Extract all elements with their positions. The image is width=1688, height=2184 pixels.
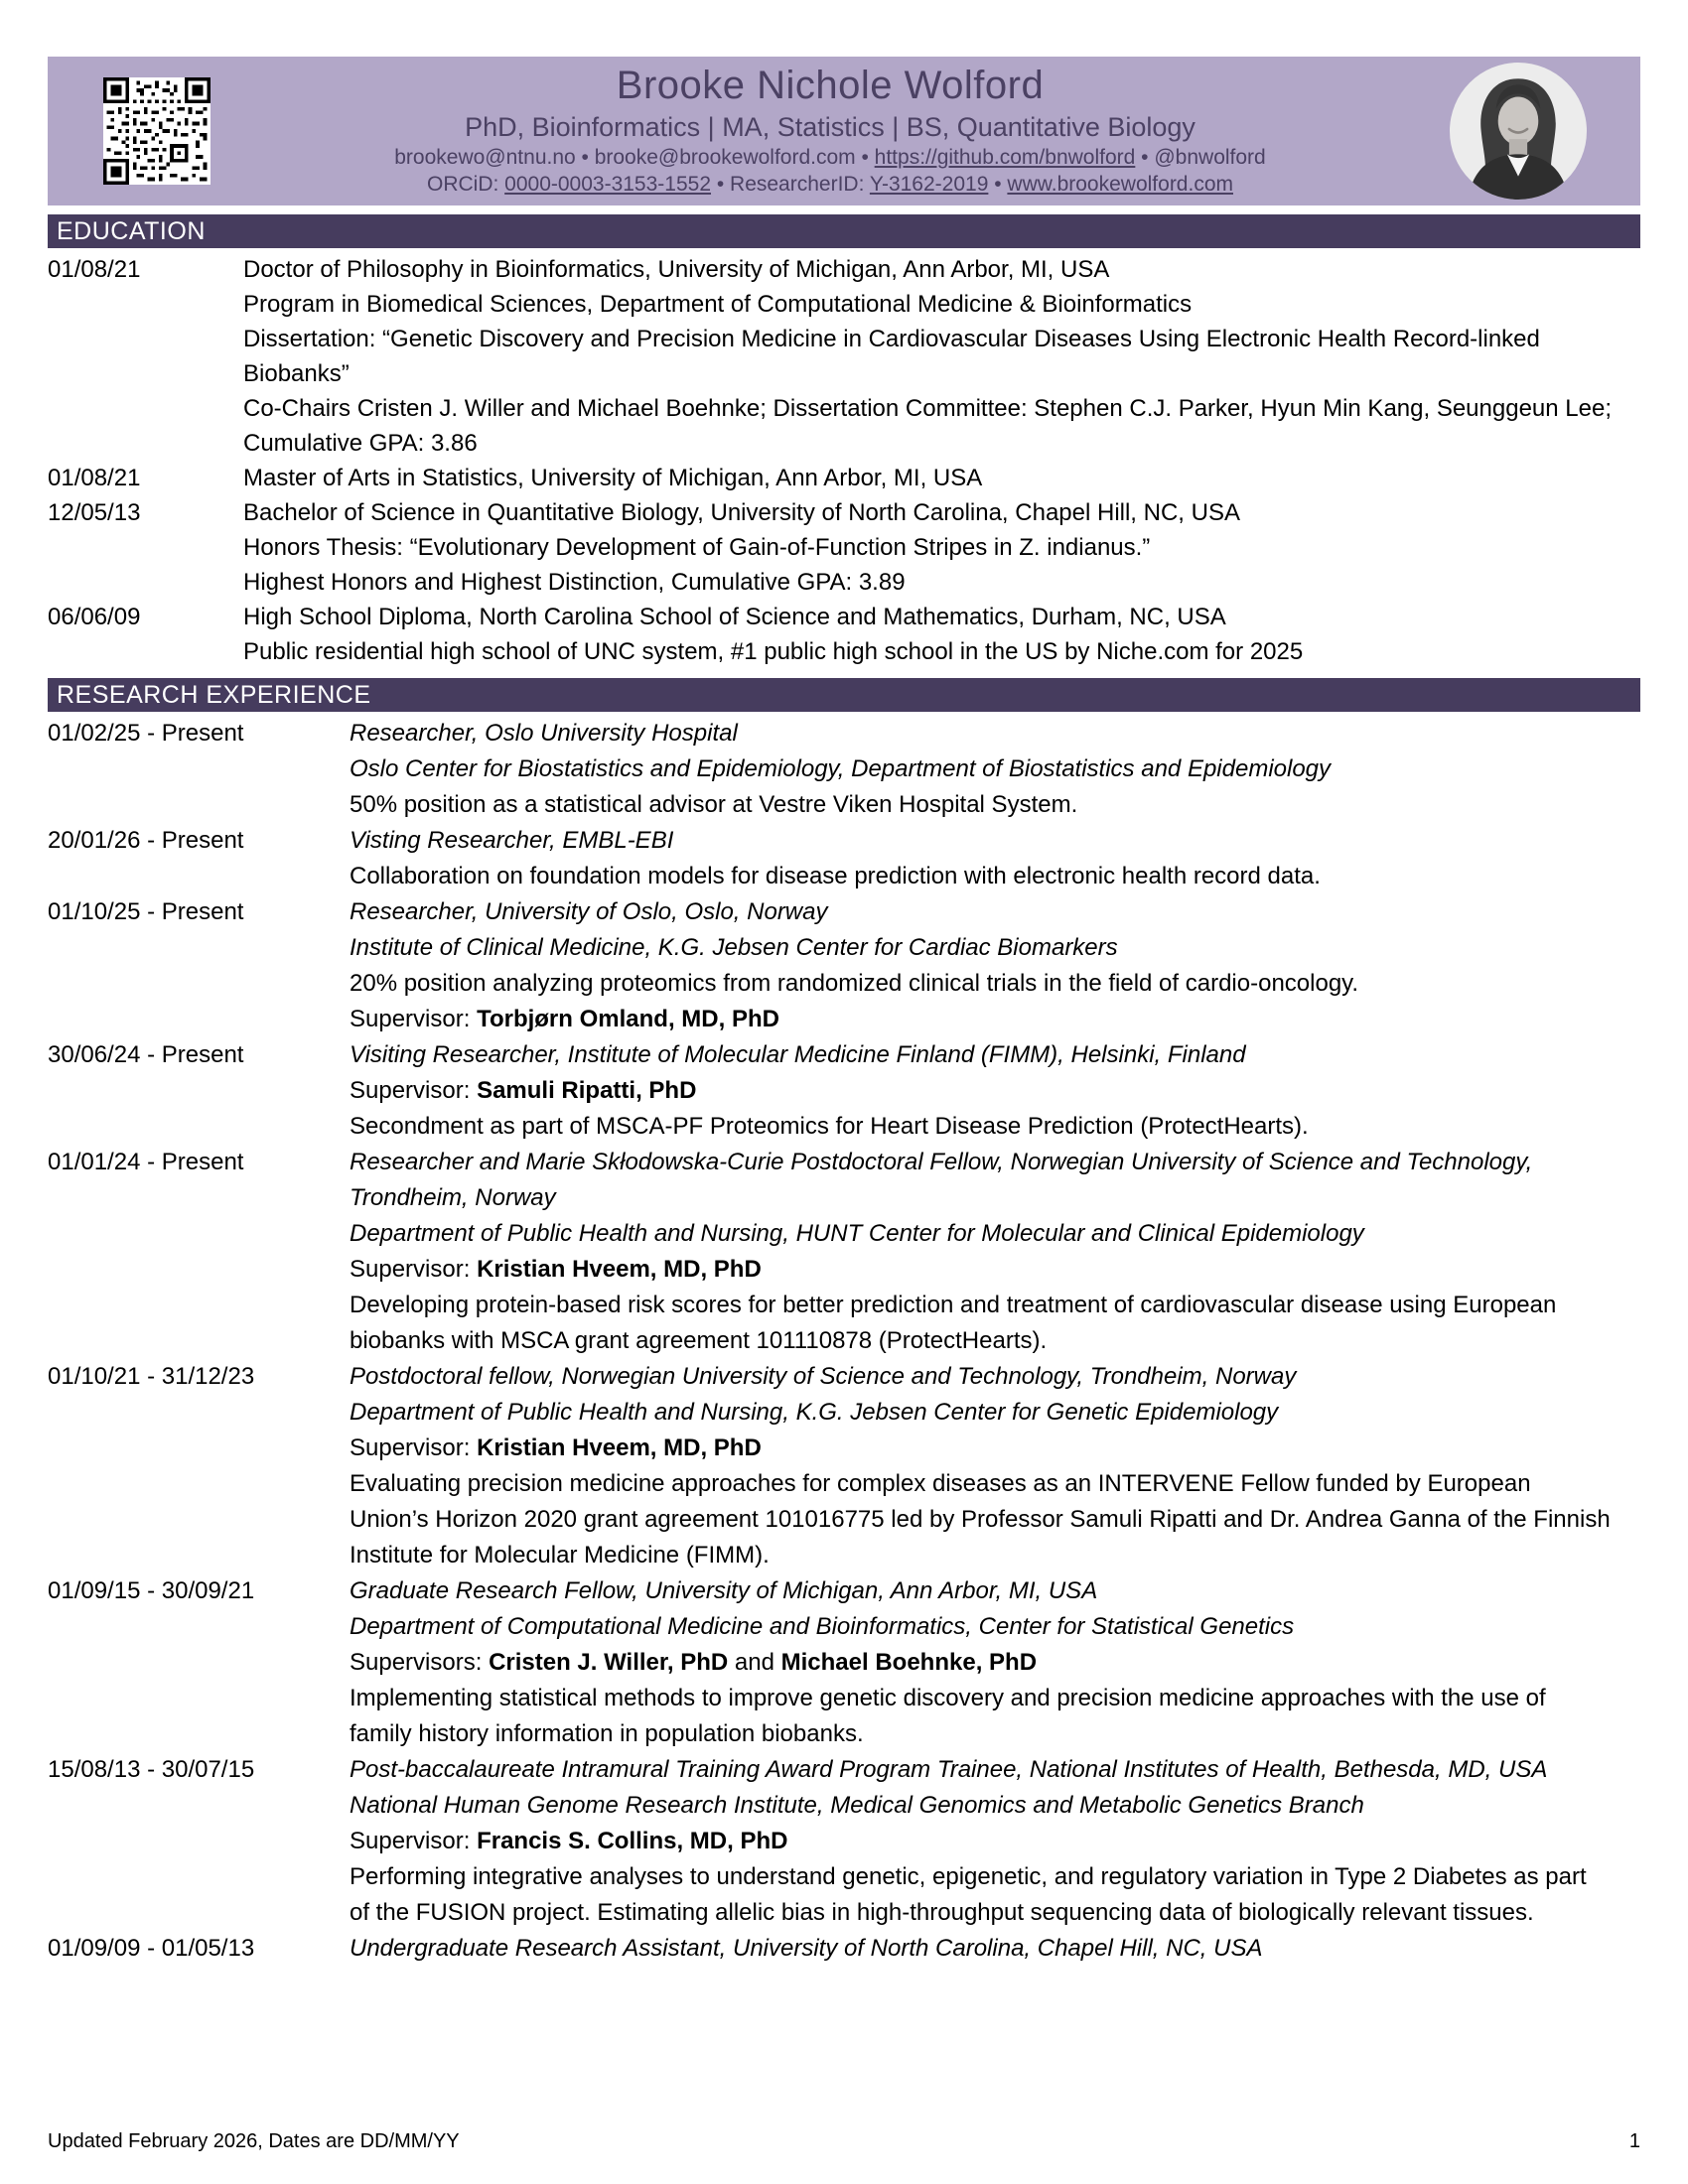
entry-row bbox=[48, 252, 1640, 461]
text-segment: Undergraduate Research Assistant, University of North Carolina, Chapel Hill, NC, USA bbox=[350, 1935, 1263, 1962]
text-segment: Secondment as part of MSCA-PF Proteomics for Heart Disease Prediction (ProtectHearts). bbox=[350, 1113, 1309, 1140]
qr-code bbox=[103, 77, 211, 185]
text-segment: Visiting Researcher, Institute of Molecular Medicine Finland (FIMM), Helsinki, Finland bbox=[350, 1041, 1246, 1068]
education-entries bbox=[48, 252, 1640, 669]
entry-line-title bbox=[350, 1573, 1611, 1609]
text-segment: Francis S. Collins, MD, PhD bbox=[477, 1828, 788, 1854]
text-segment: Supervisor: bbox=[350, 1006, 478, 1032]
entry-line-desc bbox=[350, 966, 1611, 1002]
text-segment: Program in Biomedical Sciences, Department of Computational Medicine & Bioinformatics bbox=[243, 291, 1193, 318]
text-segment: Bachelor of Science in Quantitative Biology, University of North Carolina, Chapel Hill, NC, USA bbox=[243, 499, 1240, 526]
entry-line-degree bbox=[243, 461, 1640, 495]
entry-dates: 06/06/09 bbox=[48, 604, 141, 630]
entry-content bbox=[350, 1359, 1611, 1573]
text-segment: Supervisors: bbox=[350, 1649, 490, 1676]
entry-line-desc bbox=[243, 322, 1640, 391]
orcid-link[interactable]: 0000-0003-3153-1552 bbox=[504, 173, 712, 197]
text-segment: Honors Thesis: “Evolutionary Development of Gain-of-Function Stripes in Z. indianus.” bbox=[243, 534, 1151, 561]
separator-dot: • bbox=[988, 173, 1008, 197]
entry-dates: 01/08/21 bbox=[48, 465, 141, 491]
entry-line-inst bbox=[350, 930, 1611, 966]
page-number: 1 bbox=[1628, 2130, 1640, 2152]
entry-dates: 01/08/21 bbox=[48, 256, 141, 283]
entry-line-desc bbox=[350, 787, 1611, 823]
page-footer bbox=[48, 2130, 1640, 2153]
entry-dates: 01/09/09 - 01/05/13 bbox=[48, 1935, 255, 1962]
text-segment: Supervisor: bbox=[350, 1077, 478, 1104]
entry-line-title bbox=[350, 894, 1611, 930]
text-segment: Kristian Hveem, MD, PhD bbox=[477, 1434, 762, 1461]
text-segment: Graduate Research Fellow, University of Michigan, Ann Arbor, MI, USA bbox=[350, 1577, 1098, 1604]
entry-row bbox=[48, 600, 1640, 669]
text-segment: Department of Public Health and Nursing, HUNT Center for Molecular and Clinical Epidemiology bbox=[350, 1220, 1364, 1247]
text-segment: 20% position analyzing proteomics from randomized clinical trials in the field of cardio-oncology. bbox=[350, 970, 1359, 997]
text-segment: Supervisor: bbox=[350, 1256, 478, 1283]
entry-line-desc bbox=[350, 1824, 1611, 1859]
text-segment: Evaluating precision medicine approaches for complex diseases as an INTERVENE Fellow funded by European Union’s Horizon 2020 grant agreement 101016775 led by Professor Samuli Ripatti and Dr. Andrea Ganna of the Finnish Institute for Molecular Medicine (FIMM). bbox=[350, 1470, 1611, 1569]
entry-line-degree bbox=[243, 600, 1640, 634]
credentials: PhD, Bioinformatics | MA, Statistics | BS, Quantitative Biology bbox=[465, 111, 1196, 142]
entry-dates: 01/01/24 - Present bbox=[48, 1149, 244, 1175]
entry-line-title bbox=[350, 716, 1611, 751]
text-segment: Institute of Clinical Medicine, K.G. Jebsen Center for Cardiac Biomarkers bbox=[350, 934, 1118, 961]
entry-line-desc bbox=[350, 1288, 1611, 1359]
entry-content bbox=[243, 252, 1640, 461]
entry-row bbox=[48, 716, 1640, 823]
entry-line-inst bbox=[350, 751, 1611, 787]
entry-dates: 01/10/21 - 31/12/23 bbox=[48, 1363, 255, 1390]
footer-note: Updated February 2026, Dates are DD/MM/YY bbox=[48, 2130, 460, 2152]
entry-content bbox=[350, 1931, 1611, 1967]
contact-line-1 bbox=[211, 146, 1450, 170]
text-segment: Department of Computational Medicine and Bioinformatics, Center for Statistical Genetics bbox=[350, 1613, 1295, 1640]
text-segment: Department of Public Health and Nursing, K.G. Jebsen Center for Genetic Epidemiology bbox=[350, 1399, 1279, 1426]
text-segment: Developing protein-based risk scores for better prediction and treatment of cardiovascular disease using European biobanks with MSCA grant agreement 101110878 (ProtectHearts). bbox=[350, 1292, 1557, 1354]
text-segment: Cristen J. Willer, PhD bbox=[489, 1649, 729, 1676]
orcid-label: ORCiD: bbox=[426, 173, 505, 197]
entry-line-desc bbox=[243, 287, 1640, 322]
entry-line-desc bbox=[350, 1431, 1611, 1466]
entry-row bbox=[48, 495, 1640, 600]
text-segment: Post-baccalaureate Intramural Training Award Program Trainee, National Institutes of Health, Bethesda, MD, USA bbox=[350, 1756, 1548, 1783]
entry-line-inst bbox=[350, 1609, 1611, 1645]
entry-content bbox=[243, 461, 1640, 495]
entry-dates: 01/09/15 - 30/09/21 bbox=[48, 1577, 255, 1604]
entry-dates: 01/10/25 - Present bbox=[48, 898, 244, 925]
section-title: RESEARCH EXPERIENCE bbox=[57, 681, 371, 709]
profile-photo bbox=[1450, 63, 1587, 200]
contact-emails: brookewo@ntnu.no • brooke@brookewolford.com • bbox=[394, 145, 875, 169]
entry-row bbox=[48, 1359, 1640, 1573]
entry-content bbox=[243, 600, 1640, 669]
text-segment: Supervisor: bbox=[350, 1828, 478, 1854]
entry-dates: 20/01/26 - Present bbox=[48, 827, 244, 854]
entry-line-inst bbox=[350, 1216, 1611, 1252]
entry-line-inst bbox=[350, 1788, 1611, 1824]
header-band bbox=[48, 57, 1640, 205]
text-segment: Torbjørn Omland, MD, PhD bbox=[477, 1006, 779, 1032]
text-segment: High School Diploma, North Carolina School of Science and Mathematics, Durham, NC, USA bbox=[243, 604, 1226, 630]
entry-row bbox=[48, 894, 1640, 1037]
section-title: EDUCATION bbox=[57, 217, 206, 245]
entry-line-desc bbox=[243, 391, 1640, 461]
entry-row bbox=[48, 823, 1640, 894]
entry-dates: 12/05/13 bbox=[48, 499, 141, 526]
text-segment: Doctor of Philosophy in Bioinformatics, University of Michigan, Ann Arbor, MI, USA bbox=[243, 256, 1110, 283]
entry-line-title bbox=[350, 1145, 1611, 1216]
text-segment: Researcher, University of Oslo, Oslo, Norway bbox=[350, 898, 828, 925]
text-segment: Implementing statistical methods to improve genetic discovery and precision medicine approaches with the use of family history information in population biobanks. bbox=[350, 1685, 1546, 1747]
entry-line-desc bbox=[350, 1466, 1611, 1573]
entry-line-title bbox=[350, 1931, 1611, 1967]
entry-line-desc bbox=[350, 1002, 1611, 1037]
entry-content bbox=[350, 823, 1611, 894]
text-segment: Public residential high school of UNC system, #1 public high school in the US by Niche.com for 2025 bbox=[243, 638, 1304, 665]
entry-dates: 15/08/13 - 30/07/15 bbox=[48, 1756, 255, 1783]
entry-content bbox=[350, 1145, 1611, 1359]
entry-row bbox=[48, 461, 1640, 495]
text-segment: Master of Arts in Statistics, University of Michigan, Ann Arbor, MI, USA bbox=[243, 465, 983, 491]
entry-line-title bbox=[350, 1752, 1611, 1788]
entry-line-desc bbox=[243, 530, 1640, 565]
text-segment: Samuli Ripatti, PhD bbox=[477, 1077, 697, 1104]
text-segment: Visting Researcher, EMBL-EBI bbox=[350, 827, 674, 854]
text-segment: Dissertation: “Genetic Discovery and Precision Medicine in Cardiovascular Diseases Using Electronic Health Record-linked Biobanks” bbox=[243, 326, 1540, 387]
entry-line-desc bbox=[350, 1073, 1611, 1109]
entry-line-desc bbox=[350, 859, 1611, 894]
header-text-block bbox=[211, 63, 1450, 199]
contact-handle: • @bnwolford bbox=[1135, 145, 1266, 169]
entry-line-desc bbox=[350, 1681, 1611, 1752]
text-segment: 50% position as a statistical advisor at Vestre Viken Hospital System. bbox=[350, 791, 1078, 818]
section-header-education bbox=[48, 214, 1640, 248]
entry-line-title bbox=[350, 823, 1611, 859]
entry-line-desc bbox=[243, 565, 1640, 600]
entry-line-title bbox=[350, 1359, 1611, 1395]
text-segment: Postdoctoral fellow, Norwegian University of Science and Technology, Trondheim, Norway bbox=[350, 1363, 1297, 1390]
text-segment: and bbox=[728, 1649, 781, 1676]
entry-line-title bbox=[350, 1037, 1611, 1073]
text-segment: Co-Chairs Cristen J. Willer and Michael Boehnke; Dissertation Committee: Stephen C.J. Parker, Hyun Min Kang, Seunggeun Lee; Cumulative GPA: 3.86 bbox=[243, 395, 1612, 457]
contact-line-2 bbox=[211, 173, 1450, 197]
text-segment: Performing integrative analyses to understand genetic, epigenetic, and regulatory variation in Type 2 Diabetes as part of the FUSION project. Estimating allelic bias in high-throughput sequencing data of biologically relevant tissues. bbox=[350, 1863, 1587, 1926]
entry-line-desc bbox=[243, 634, 1640, 669]
entry-content bbox=[350, 1573, 1611, 1752]
text-segment: Highest Honors and Highest Distinction, Cumulative GPA: 3.89 bbox=[243, 569, 906, 596]
entry-content bbox=[350, 894, 1611, 1037]
person-name: Brooke Nichole Wolford bbox=[616, 64, 1045, 108]
entry-content bbox=[350, 1752, 1611, 1931]
entry-line-degree bbox=[243, 495, 1640, 530]
text-segment: Supervisor: bbox=[350, 1434, 478, 1461]
text-segment: Collaboration on foundation models for disease prediction with electronic health record data. bbox=[350, 863, 1321, 889]
text-segment: Michael Boehnke, PhD bbox=[780, 1649, 1038, 1676]
entry-line-desc bbox=[350, 1859, 1611, 1931]
github-link[interactable]: https://github.com/bnwolford bbox=[874, 145, 1136, 169]
website-link[interactable]: www.brookewolford.com bbox=[1007, 173, 1233, 197]
entry-line-inst bbox=[350, 1395, 1611, 1431]
researcherid-label: • ResearcherID: bbox=[711, 173, 870, 197]
research-experience-entries bbox=[48, 716, 1640, 1967]
text-segment: National Human Genome Research Institute, Medical Genomics and Metabolic Genetics Branch bbox=[350, 1792, 1364, 1819]
entry-content bbox=[350, 1037, 1611, 1145]
section-header-research-experience bbox=[48, 678, 1640, 712]
text-segment: Researcher, Oslo University Hospital bbox=[350, 720, 738, 747]
entry-line-desc bbox=[350, 1645, 1611, 1681]
text-segment: Oslo Center for Biostatistics and Epidemiology, Department of Biostatistics and Epidemiology bbox=[350, 755, 1332, 782]
entry-content bbox=[243, 495, 1640, 600]
entry-dates: 30/06/24 - Present bbox=[48, 1041, 244, 1068]
researcherid-link[interactable]: Y-3162-2019 bbox=[869, 173, 989, 197]
entry-row bbox=[48, 1145, 1640, 1359]
entry-row bbox=[48, 1752, 1640, 1931]
entry-line-desc bbox=[350, 1252, 1611, 1288]
entry-row bbox=[48, 1573, 1640, 1752]
entry-dates: 01/02/25 - Present bbox=[48, 720, 244, 747]
entry-row bbox=[48, 1931, 1640, 1967]
text-segment: Kristian Hveem, MD, PhD bbox=[477, 1256, 762, 1283]
entry-line-degree bbox=[243, 252, 1640, 287]
entry-line-desc bbox=[350, 1109, 1611, 1145]
text-segment: Researcher and Marie Skłodowska-Curie Postdoctoral Fellow, Norwegian University of Science and Technology, Trondheim, Norway bbox=[350, 1149, 1533, 1211]
entry-row bbox=[48, 1037, 1640, 1145]
entry-content bbox=[350, 716, 1611, 823]
